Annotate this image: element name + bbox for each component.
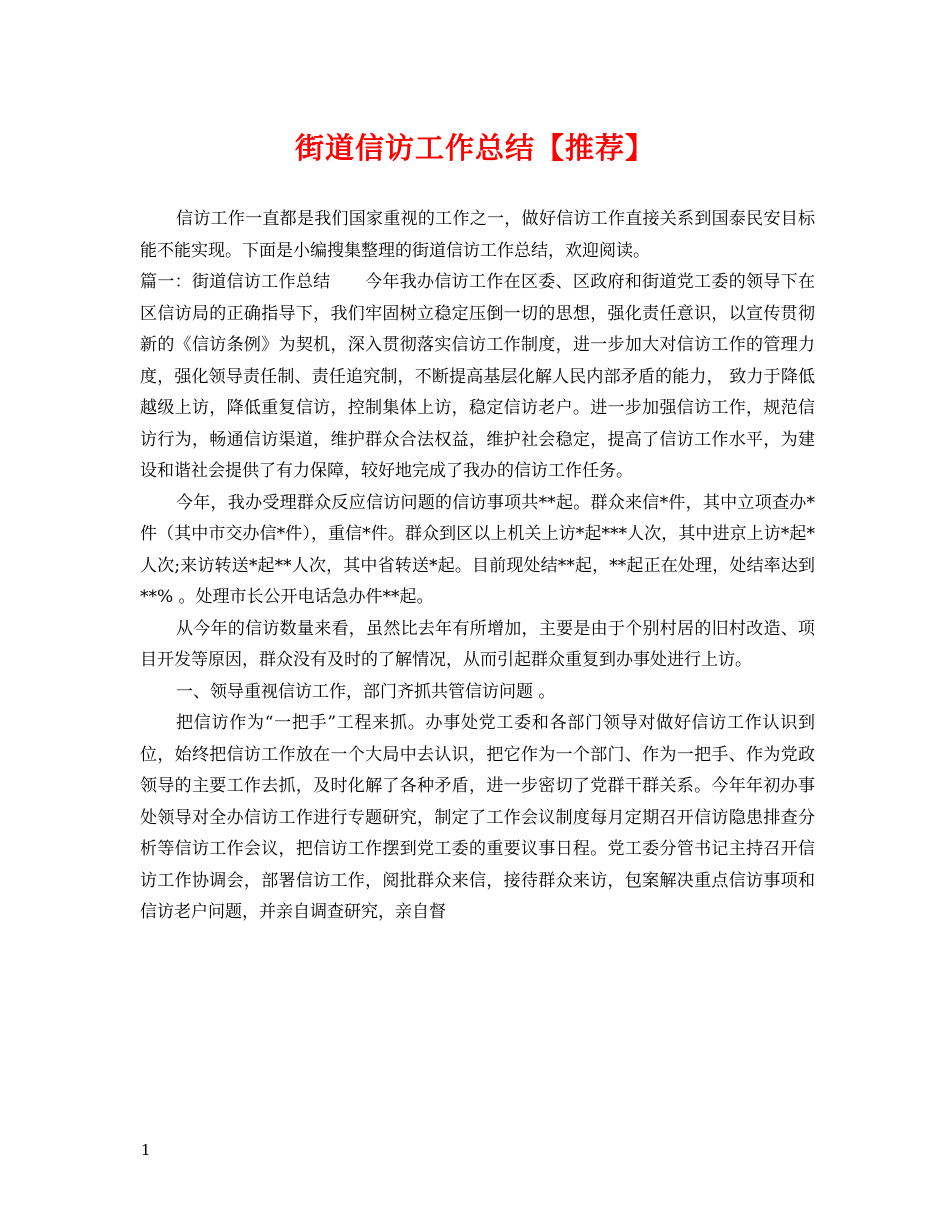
leadership-paragraph: 把信访作为“一把手”工程来抓。办事处党工委和各部门领导对做好信访工作认识到位，始终把信访工作放在一个大局中去认识，把它作为一个部门、作为一把手、作为党政领导的主要工作去抓，及时化解了各种矛盾，进一步密切了党群干群关系。今年年初办事处领导对全办信访工作进行专题研究，制定了工作会议制度每月定期召开信访隐患排查分析等信访工作会议，把信访工作摆到党工委的重要议事日程。党工委分管书记主持召开信访工作协调会，部署信访工作，阅批群众来信，接待群众来访，包案解决重点信访事项和信访老户问题，并亲自调查研究，亲自督	[140, 713, 815, 922]
section-one-paragraph: 篇一：街道信访工作总结 今年我办信访工作在区委、区政府和街道党工委的领导下在区信访局的正确指导下，我们牢固树立稳定压倒一切的思想，强化责任意识，以宣传贯彻新的《信访条例》为契机，深入贯彻落实信访工作制度，进一步加大对信访工作的管理力度，强化领导责任制、责任追究制，不断提高基层化解人民内部矛盾的能力， 致力于降低越级上访，降低重复信访，控制集体上访，稳定信访老户。进一步加强信访工作，规范信访行为，畅通信访渠道，维护群众合法权益，维护社会稳定，提高了信访工作水平，为建设和谐社会提供了有力保障，较好地完成了我办的信访工作任务。	[140, 272, 815, 481]
heading-one-paragraph: 一、领导重视信访工作，部门齐抓共管信访问题 。	[176, 681, 556, 702]
document-body	[140, 204, 815, 929]
page-number: 1	[141, 1141, 151, 1159]
document-title: 街道信访工作总结【推荐】	[294, 131, 655, 165]
analysis-paragraph: 从今年的信访数量来看，虽然比去年有所增加，主要是由于个别村居的旧村改造、项目开发等原因，群众没有及时的了解情况，从而引起群众重复到办事处进行上访。	[140, 618, 815, 670]
statistics-paragraph: 今年，我办受理群众反应信访问题的信访事项共**起。群众来信*件，其中立项查办*件（其中市交办信*件），重信*件。群众到区以上机关上访*起***人次，其中进京上访*起*人次;来访转送*起**人次，其中省转送*起。目前现处结**起，**起正在处理，处结率达到**% 。处理市长公开电话急办件**起。	[140, 492, 815, 607]
intro-paragraph: 信访工作一直都是我们国家重视的工作之一，做好信访工作直接关系到国泰民安目标能不能实现。下面是小编搜集整理的街道信访工作总结，欢迎阅读。	[140, 209, 815, 261]
